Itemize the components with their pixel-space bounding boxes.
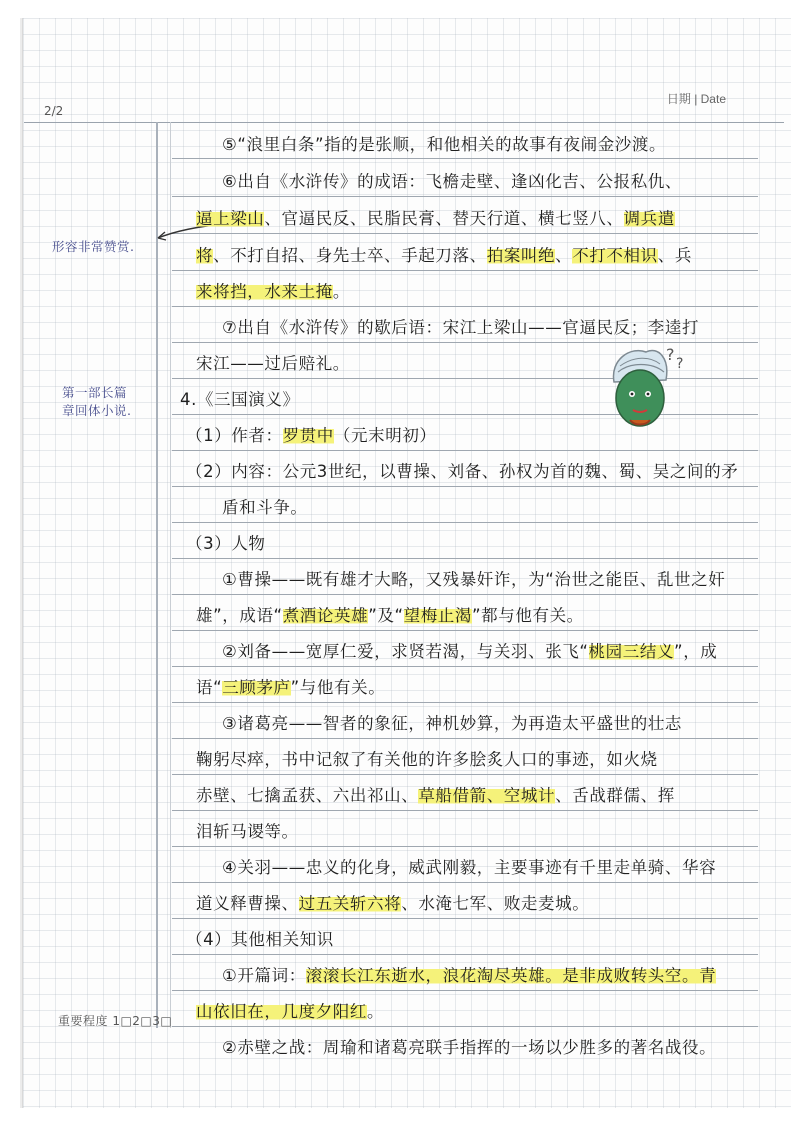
ruled-line (172, 558, 758, 559)
text-line-3 (196, 205, 754, 229)
text-span: （1）作者： (186, 426, 283, 445)
highlight: 过五关斩六将 (298, 894, 402, 913)
ruled-line (172, 846, 758, 847)
text-span: 。 (332, 282, 350, 301)
margin-line (156, 122, 158, 1028)
text-span: ①开篇词： (222, 966, 306, 985)
margin-note-praise: 形容非常赞赏. (52, 239, 135, 254)
text-span: ”，成 (674, 642, 718, 661)
text-line-22 (196, 890, 754, 914)
text-span: ”与他有关。 (290, 678, 386, 697)
highlight: 桃园三结义 (588, 642, 675, 661)
text-line-15 (222, 638, 754, 662)
ruled-line (172, 1026, 758, 1027)
text-span: 道义释曹操、 (196, 894, 299, 913)
text-span: 。 (367, 1002, 385, 1021)
text-line-content: （2）内容：公元3世纪，以曹操、刘备、孙权为首的魏、蜀、吴之间的矛 (186, 462, 739, 481)
highlight: 逼上梁山 (196, 209, 265, 228)
text-line-16 (196, 674, 754, 698)
date-label: 日期 | Date (666, 92, 726, 106)
ruled-line (172, 774, 758, 775)
highlight: 煮酒论英雄 (282, 606, 369, 625)
ruled-line (172, 738, 758, 739)
text-span: ”及“ (368, 606, 404, 625)
ruled-line (172, 522, 758, 523)
header-rule (24, 122, 784, 123)
text-line-24 (222, 962, 754, 986)
text-line-18: 鞠躬尽瘁，书中记叙了有关他的许多脍炙人口的事迹，如火烧 (196, 750, 658, 769)
text-line-4 (196, 242, 754, 266)
ruled-line (172, 882, 758, 883)
margin-note-novel-line1: 第一部长篇 (62, 385, 128, 400)
text-line-characters: （3）人物 (186, 534, 266, 553)
highlight: 罗贯中 (282, 426, 334, 445)
margin-note-novel-line2: 章回体小说. (62, 403, 132, 418)
ruled-line (172, 954, 758, 955)
highlight: 来将挡，水来土掩 (196, 282, 333, 301)
importance-rating: 重要程度 1□2□3□ (58, 1014, 173, 1028)
text-line-13: ①曹操——既有雄才大略，又残暴奸诈，为“治世之能臣、乱世之奸 (222, 570, 726, 589)
ruled-line (172, 270, 758, 271)
text-line-2: ⑥出自《水浒传》的成语：飞檐走壁、逢凶化吉、公报私仇、 (222, 172, 682, 191)
text-line-11: 盾和斗争。 (222, 498, 308, 517)
text-line-14 (196, 602, 754, 626)
text-span: ”都与他有关。 (472, 606, 584, 625)
ruled-line (172, 630, 758, 631)
highlight: 望梅止渴 (403, 606, 473, 625)
text-line-1: ⑤“浪里白条”指的是张顺，和他相关的故事有夜闹金沙渡。 (222, 135, 667, 154)
ruled-line (172, 666, 758, 667)
text-span: 赤壁、七擒孟获、六出祁山、 (196, 786, 419, 805)
text-line-5 (196, 278, 754, 302)
ruled-line (172, 486, 758, 487)
highlight: 将 (196, 246, 214, 265)
ruled-line (172, 450, 758, 451)
text-line-19 (196, 782, 754, 806)
ruled-line (172, 810, 758, 811)
margin-note-novel (62, 384, 131, 420)
highlight: 三顾茅庐 (222, 678, 291, 697)
ruled-line (172, 594, 758, 595)
ruled-line (172, 702, 758, 703)
text-line-6: ⑦出自《水浒传》的歇后语：宋江上梁山——官逼民反；李逵打 (222, 318, 700, 337)
text-line-21: ④关羽——忠义的化身，威武刚毅，主要事迹有千里走单骑、华容 (222, 858, 717, 877)
section-heading-sanguo: 4.《三国演义》 (180, 390, 300, 409)
ruled-line (172, 990, 758, 991)
highlight: 滚滚长江东逝水，浪花淘尽英雄。是非成败转头空。青 (305, 966, 717, 985)
text-line-other: （4）其他相关知识 (186, 930, 334, 949)
text-span: ②刘备——宽厚仁爱，求贤若渴，与关羽、张飞“ (222, 642, 589, 661)
svg-text:?: ? (676, 356, 684, 372)
text-line-20: 泪斩马谡等。 (196, 822, 299, 841)
text-line-7: 宋江——过后赔礼。 (196, 354, 350, 373)
text-line-25 (196, 998, 754, 1022)
highlight: 拍案叫绝 (486, 246, 556, 265)
highlight: 调兵遣 (623, 209, 675, 228)
text-span: 、兵 (657, 246, 692, 265)
ruled-line (172, 918, 758, 919)
page-number: 2/2 (44, 104, 64, 118)
text-span: 雄”，成语“ (196, 606, 283, 625)
ruled-line (172, 196, 758, 197)
text-line-author (186, 422, 754, 446)
highlight: 草船借箭、空城计 (418, 786, 556, 805)
text-span: 、舌战群儒、挥 (555, 786, 675, 805)
ruled-line (172, 306, 758, 307)
margin-line-inner (170, 122, 171, 1028)
highlight: 不打不相识 (572, 246, 658, 265)
text-span: 、水淹七军、败走麦城。 (401, 894, 590, 913)
text-span: 、 (555, 246, 573, 265)
highlight: 山依旧在，几度夕阳红 (196, 1002, 367, 1021)
svg-text:?: ? (666, 345, 675, 364)
ruled-line (172, 158, 758, 159)
ruled-line (172, 233, 758, 234)
text-span: 、官逼民反、民脂民膏、替天行道、横七竖八、 (264, 209, 624, 228)
text-span: （元末明初） (333, 426, 437, 445)
text-line-26: ②赤壁之战：周瑜和诸葛亮联手指挥的一场以少胜多的著名战役。 (222, 1038, 717, 1057)
text-span: 、不打自招、身先士卒、手起刀落、 (213, 246, 487, 265)
text-span: 语“ (196, 678, 223, 697)
text-line-17: ③诸葛亮——智者的象征，神机妙算，为再造太平盛世的壮志 (222, 714, 682, 733)
